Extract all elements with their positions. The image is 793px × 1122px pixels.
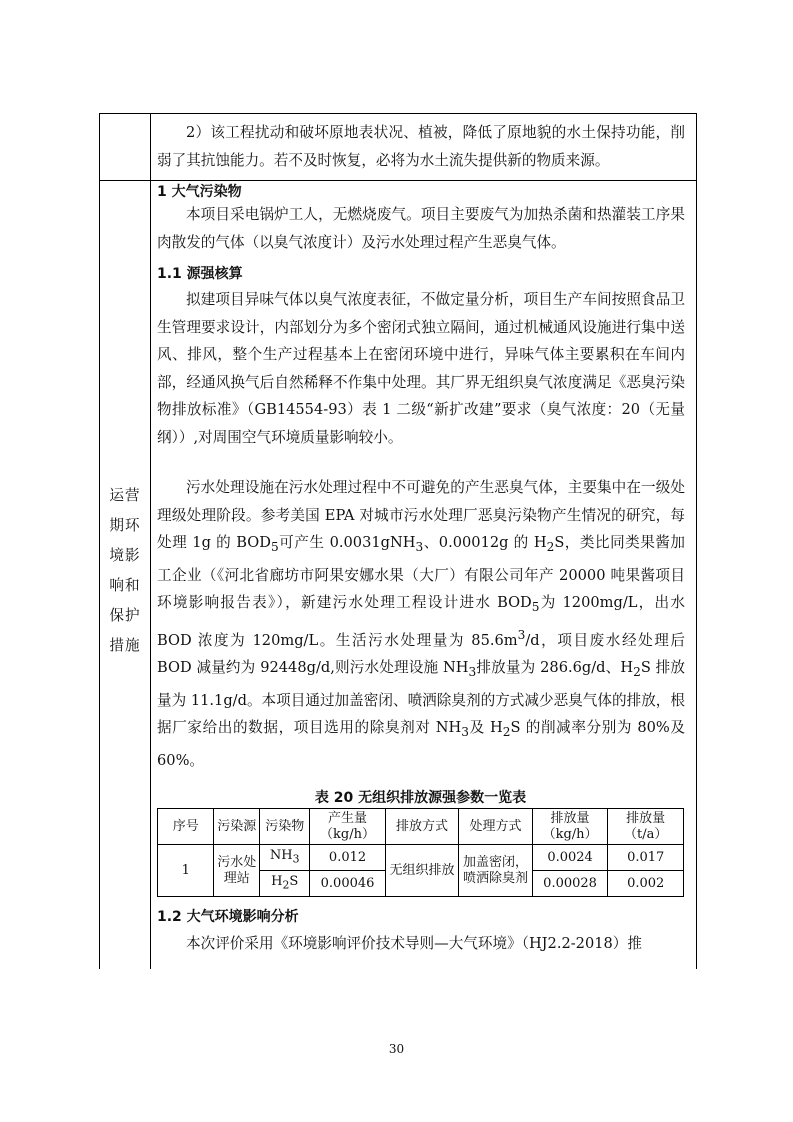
header-cell: 排放量（kg/h） xyxy=(532,809,608,845)
header-cell: 排放方式 xyxy=(385,809,458,845)
text-run: 可产生 0.0031gNH xyxy=(278,534,416,552)
table-header-row xyxy=(158,809,684,845)
section-title: 1 大气污染物 xyxy=(157,184,242,200)
paragraph-3 xyxy=(157,474,685,774)
emission-mode-cell: 无组织排放 xyxy=(385,845,458,897)
subscript: 3 xyxy=(468,665,477,680)
emission-table xyxy=(157,808,684,897)
side-label-line: 保护 xyxy=(109,607,141,624)
pollutant-cell xyxy=(260,845,310,871)
source-cell: 污水处理站 xyxy=(214,845,260,897)
side-label-line: 措施 xyxy=(109,637,141,654)
generation-cell: 0.00046 xyxy=(310,871,386,897)
table-border-right xyxy=(696,113,697,969)
side-label-line: 期环 xyxy=(109,517,141,534)
text-run: 、0.00012g 的 H xyxy=(423,534,547,552)
side-label-line: 响和 xyxy=(109,577,141,594)
text-run: S xyxy=(289,873,299,889)
side-label-line: 境影 xyxy=(109,547,141,564)
table-border-top xyxy=(99,113,697,114)
section-title: 1.2 大气环境影响分析 xyxy=(157,909,299,925)
paragraph-1: 本项目采电锅炉工人，无燃烧废气。项目主要废气为加热杀菌和热灌装工序果肉散发的气体（以臭气浓度计）及污水处理过程产生恶臭气体。 xyxy=(157,206,685,251)
text-run: NH xyxy=(269,847,293,863)
text-run: S 的削减率分别为 80%及 60%。 xyxy=(157,719,685,769)
subscript: 2 xyxy=(633,665,641,680)
emission-kgh-cell: 0.0024 xyxy=(532,845,608,871)
side-label-line: 运营 xyxy=(109,487,141,504)
table-caption: 表 20 无组织排放源强参数一览表 xyxy=(314,790,527,806)
header-cell: 污染物 xyxy=(260,809,310,845)
subscript: 5 xyxy=(531,600,540,615)
superscript: 3 xyxy=(517,627,526,642)
text-run: 污水处理设施在污水处理过程中不可避免的产生恶臭气体，主要集中在一级处理级处理阶段。参考美国 EPA 对城市污水处理厂恶臭污染物产生情况的研究，每处理 1g 的 BOD xyxy=(157,479,685,552)
emission-ta-cell: 0.002 xyxy=(608,871,684,897)
table-border-mid xyxy=(150,113,151,969)
subscript: 2 xyxy=(282,878,290,892)
table-row xyxy=(158,845,684,871)
page-number: 30 xyxy=(388,1042,405,1056)
header-cell: 排放量（t/a） xyxy=(608,809,684,845)
emission-ta-cell: 0.017 xyxy=(608,845,684,871)
row-number: 1 xyxy=(158,845,214,897)
header-cell: 污染源 xyxy=(214,809,260,845)
text-run: H xyxy=(271,873,283,889)
text-run: 排放量为 286.6g/d、H xyxy=(476,659,634,677)
pollutant-cell xyxy=(260,871,310,897)
treatment-cell: 加盖密闭，喷洒除臭剂 xyxy=(459,845,532,897)
section-title: 1.1 源强核算 xyxy=(157,266,243,282)
emission-kgh-cell: 0.00028 xyxy=(532,871,608,897)
text-run: S，类比同类果酱加工企业（《河北省廊坊市阿果安娜水果（大厂）有限公司年产 20000 吨果酱项目环境影响报告表》），新建污水处理工程设计进水 BOD xyxy=(157,534,686,612)
text-run: /d，项目废水经处理后 BOD 减量约为 92448g/d,则污水处理设施 NH xyxy=(157,631,685,677)
subscript: 2 xyxy=(502,725,511,740)
paragraph-4: 本次评价采用《环境影响评价技术导则—大气环境》（HJ2.2-2018）推 xyxy=(186,935,642,952)
text-run: S 排放量为 11.1g/d。本项目通过加盖密闭、喷洒除臭剂的方式减少恶臭气体的排放，根据厂家给出的数据，项目选用的除臭剂对 NH xyxy=(157,659,685,737)
text-run: 为 1200mg/L，出水 BOD 浓度为 120mg/L。生活污水处理量为 85.6m xyxy=(157,594,685,649)
subscript: 3 xyxy=(461,725,469,740)
subscript: 3 xyxy=(415,540,424,555)
header-cell: 处理方式 xyxy=(459,809,532,845)
generation-cell: 0.012 xyxy=(310,845,386,871)
subscript: 2 xyxy=(546,540,555,555)
table-border-left xyxy=(99,113,100,969)
subscript: 5 xyxy=(270,540,279,555)
paragraph-2: 拟建项目异味气体以臭气浓度表征，不做定量分析，项目生产车间按照食品卫生管理要求设计，内部划分为多个密闭式独立隔间，通过机械通风设施进行集中送风、排风，整个生产过程基本上在密闭环境中进行，异味气体主要累积在车间内部，经通风换气后自然稀释不作集中处理。其厂界无组织臭气浓度满足《恶臭污染物排放标准》（GB14554-93）表 1 二级“新扩改建”要求（臭气浓度：20（无量纲））,对周围空气环境质量影响较小。 xyxy=(157,291,685,446)
header-cell: 产生量（kg/h） xyxy=(310,809,386,845)
top-paragraph: 2）该工程扰动和破坏原地表状况、植被，降低了原地貌的水土保持功能，削弱了其抗蚀能力。若不及时恢复，必将为水土流失提供新的物质来源。 xyxy=(157,124,685,169)
subscript: 3 xyxy=(292,852,300,866)
text-run: 及 H xyxy=(469,719,503,737)
side-label xyxy=(103,481,147,661)
header-cell: 序号 xyxy=(158,809,214,845)
